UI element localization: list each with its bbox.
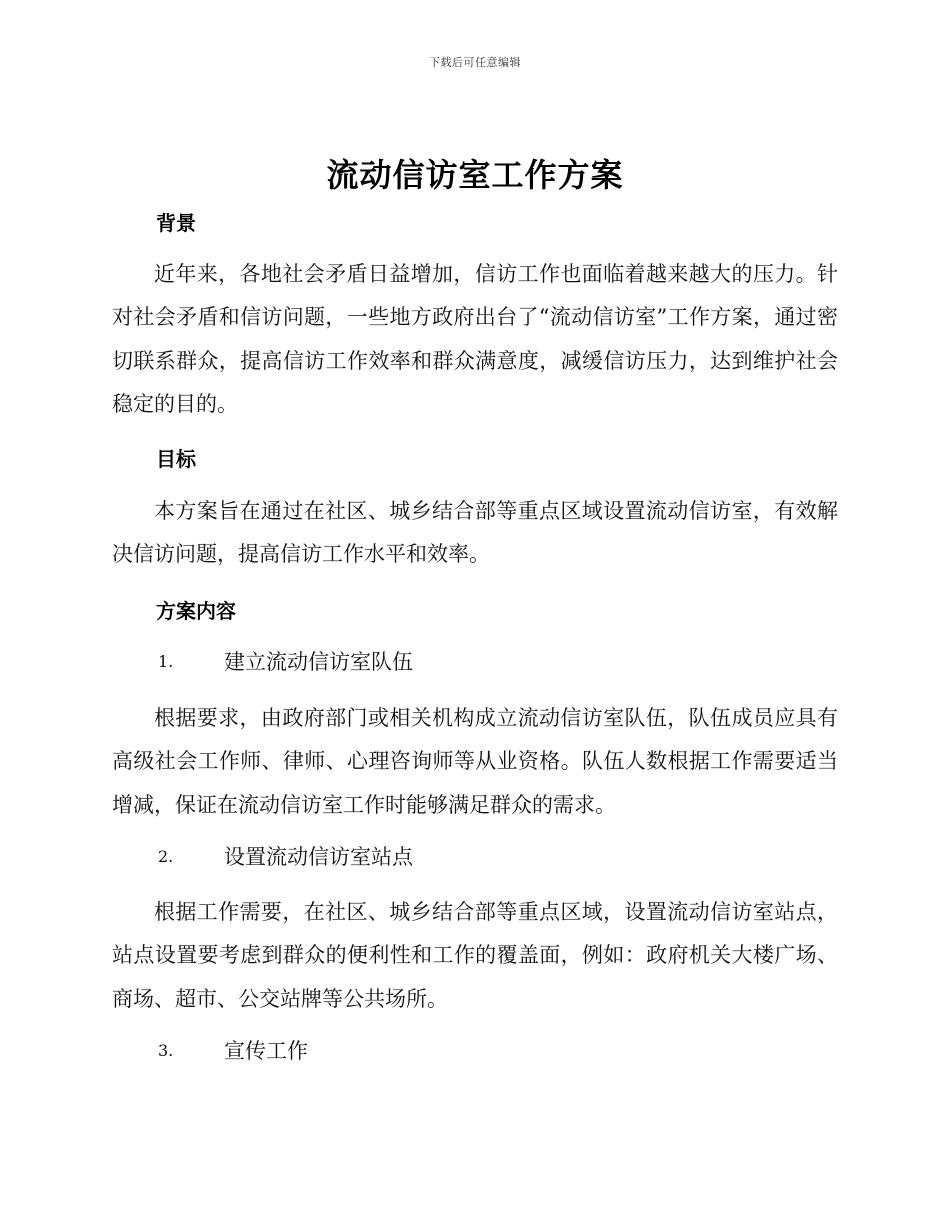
header-note: 下载后可任意编辑 (429, 56, 521, 69)
list-item-label: 设置流动信访室站点 (224, 845, 413, 869)
list-item-number: 3. (158, 1041, 174, 1060)
paragraph-item-1: 根据要求，由政府部门或相关机构成立流动信访室队伍，队伍成员应具有高级社会工作师、律师、心理咨询师等从业资格。队伍人数根据工作需要适当增减，保证在流动信访室工作时能够满足群众的需求。 (112, 706, 838, 817)
document-title: 流动信访室工作方案 (326, 156, 624, 194)
list-item-label: 宣传工作 (224, 1039, 308, 1063)
section-heading-background: 背景 (156, 211, 196, 235)
paragraph-background: 近年来，各地社会矛盾日益增加，信访工作也面临着越来越大的压力。针对社会矛盾和信访问题，一些地方政府出台了“流动信访室”工作方案，通过密切联系群众，提高信访工作效率和群众满意度，减缓信访压力，达到维护社会稳定的目的。 (112, 262, 838, 416)
list-item-number: 1. (158, 652, 174, 671)
section-heading-content: 方案内容 (156, 599, 236, 623)
list-item-label: 建立流动信访室队伍 (224, 650, 413, 674)
section-heading-goal: 目标 (156, 447, 196, 471)
paragraph-goal: 本方案旨在通过在社区、城乡结合部等重点区域设置流动信访室，有效解决信访问题，提高信访工作水平和效率。 (112, 499, 838, 567)
list-item-number: 2. (158, 847, 174, 866)
paragraph-item-2: 根据工作需要，在社区、城乡结合部等重点区域，设置流动信访室站点，站点设置要考虑到群众的便利性和工作的覆盖面，例如：政府机关大楼广场、商场、超市、公交站牌等公共场所。 (112, 900, 838, 1011)
